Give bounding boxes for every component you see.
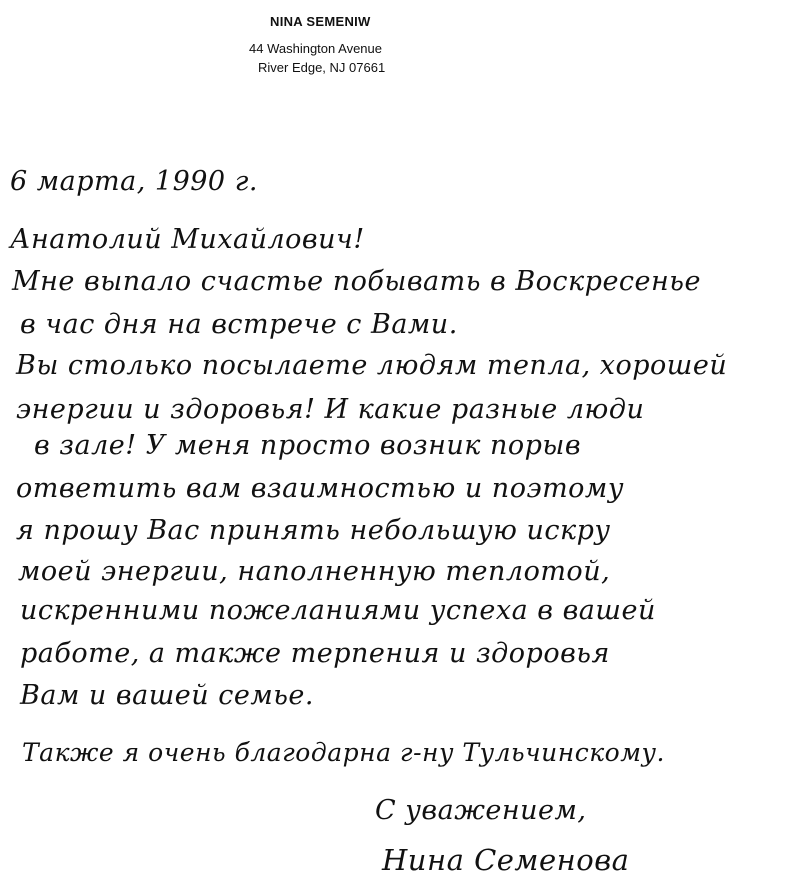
letter-closing: С уважением, xyxy=(375,795,587,826)
letter-line: ответить вам взаимностью и поэтому xyxy=(16,473,624,504)
letter-line: Вам и вашей семье. xyxy=(20,680,314,711)
letter-line: в зале! У меня просто возник порыв xyxy=(34,430,582,461)
letter-salutation: Анатолий Михайлович! xyxy=(10,224,365,255)
sender-address-line2: River Edge, NJ 07661 xyxy=(258,60,386,75)
letter-line: в час дня на встрече с Вами. xyxy=(20,309,458,340)
letter-line: Вы столько посылаете людям тепла, хорошей xyxy=(16,350,728,381)
letter-signature: Нина Семенова xyxy=(382,843,630,877)
sender-name: NINA SEMENIW xyxy=(270,14,371,29)
sender-address-line1: 44 Washington Avenue xyxy=(249,41,382,56)
letter-date: 6 марта, 1990 г. xyxy=(10,166,258,197)
letter-line: работе, а также терпения и здоровья xyxy=(20,638,610,669)
letter-line: энергии и здоровья! И какие разные люди xyxy=(16,394,645,425)
letter-line: искренними пожеланиями успеха в вашей xyxy=(20,595,656,626)
letter-line: моей энергии, наполненную теплотой, xyxy=(18,556,611,587)
letter-line: я прошу Вас принять небольшую искру xyxy=(16,515,611,546)
letter-line: Мне выпало счастье побывать в Воскресенье xyxy=(12,266,701,297)
letter-line: Также я очень благодарна г-ну Тульчинскому. xyxy=(22,738,665,767)
